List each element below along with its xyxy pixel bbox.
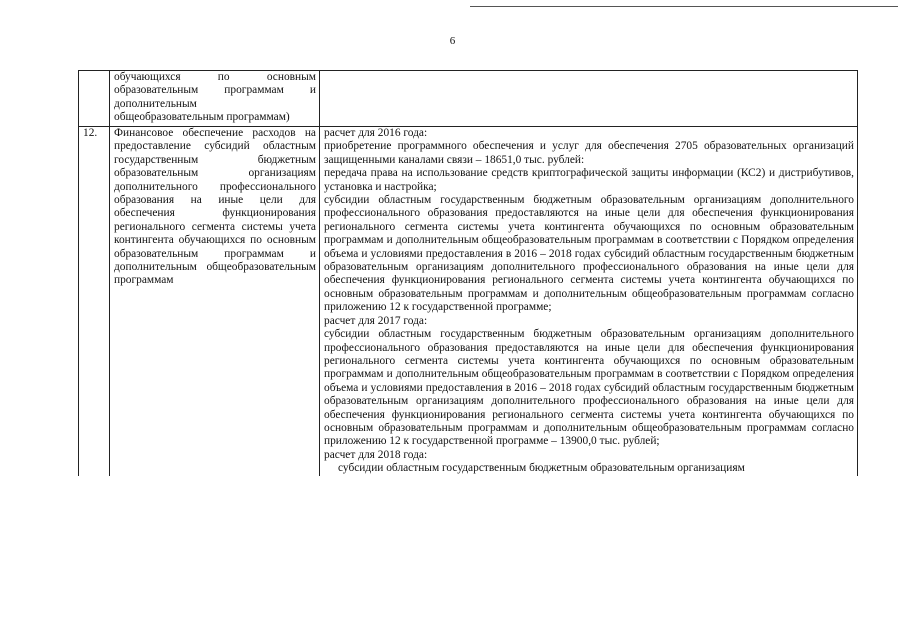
title-line: образовательным программам и [114, 84, 316, 97]
row-title-cell: Финансовое обеспечение расходов на предоставление субсидий областным государственным бюджетным образовательным организациям дополнительного профессионального образования на иные цели для обеспечения функционирования регионального сегмента системы учета контингента обучающихся по основным образовательным программам и дополнительным общеобразовательным программам [110, 127, 320, 476]
title-line: общеобразовательным программам) [114, 111, 290, 124]
table-row-continuation [79, 71, 858, 127]
document-table [78, 70, 858, 476]
content-paragraph: приобретение программного обеспечения и услуг для обеспечения 2705 образовательных организаций защищенными каналами связи – 18651,0 тыс. рублей: [324, 140, 854, 166]
content-paragraph: расчет для 2017 года: [324, 314, 428, 327]
content-paragraph: субсидии областным государственным бюджетным образовательным организациям дополнительного профессионального образования предоставляются на иные цели для обеспечения функционирования регионального сегмента системы учета контингента обучающихся по основным образовательным программам и дополнительным общеобразовательным программам в соответствии с Порядком определения объема и условиями предоставления в 2016 – 2018 годах субсидий областным государственным бюджетным образовательным организациям дополнительного профессионального образования на иные цели для обеспечения функционирования регионального сегмента системы учета контингента обучающихся по основным образовательным программам и дополнительным общеобразовательным программам согласно приложению 12 к государственной программе; [324, 194, 854, 314]
row-content-cell [320, 71, 858, 127]
row-number-cell: 12. [79, 127, 110, 476]
content-paragraph: субсидии областным государственным бюджетным образовательным организациям дополнительного профессионального образования предоставляются на иные цели для обеспечения функционирования регионального сегмента системы учета контингента обучающихся по основным образовательным программам и дополнительным общеобразовательным программам в соответствии с Порядком определения объема и условиями предоставления в 2016 – 2018 годах субсидий областным государственным бюджетным образовательным организациям дополнительного профессионального образования на иные цели для обеспечения функционирования регионального сегмента системы учета контингента обучающихся по основным образовательным программам и дополнительным общеобразовательным программам согласно приложению 12 к государственной программе – 13900,0 тыс. рублей; [324, 328, 854, 448]
content-paragraph: субсидии областным государственным бюджетным образовательным организациям [338, 462, 745, 475]
row-content-cell [320, 127, 858, 476]
content-paragraph: расчет для 2016 года: [324, 127, 428, 139]
title-line: обучающихся по основным [114, 71, 316, 83]
page-number: 6 [449, 35, 456, 47]
table-row-12 [79, 127, 858, 476]
content-paragraph: расчет для 2018 года: [324, 448, 428, 461]
title-line: дополнительным [114, 97, 197, 110]
row-number-cell [79, 71, 110, 127]
content-paragraph: передача права на использование средств криптографической защиты информации (КС2) и дистрибутивов, установка и настройка; [324, 167, 854, 193]
header-rule [470, 6, 898, 7]
row-title-cell [110, 71, 320, 127]
